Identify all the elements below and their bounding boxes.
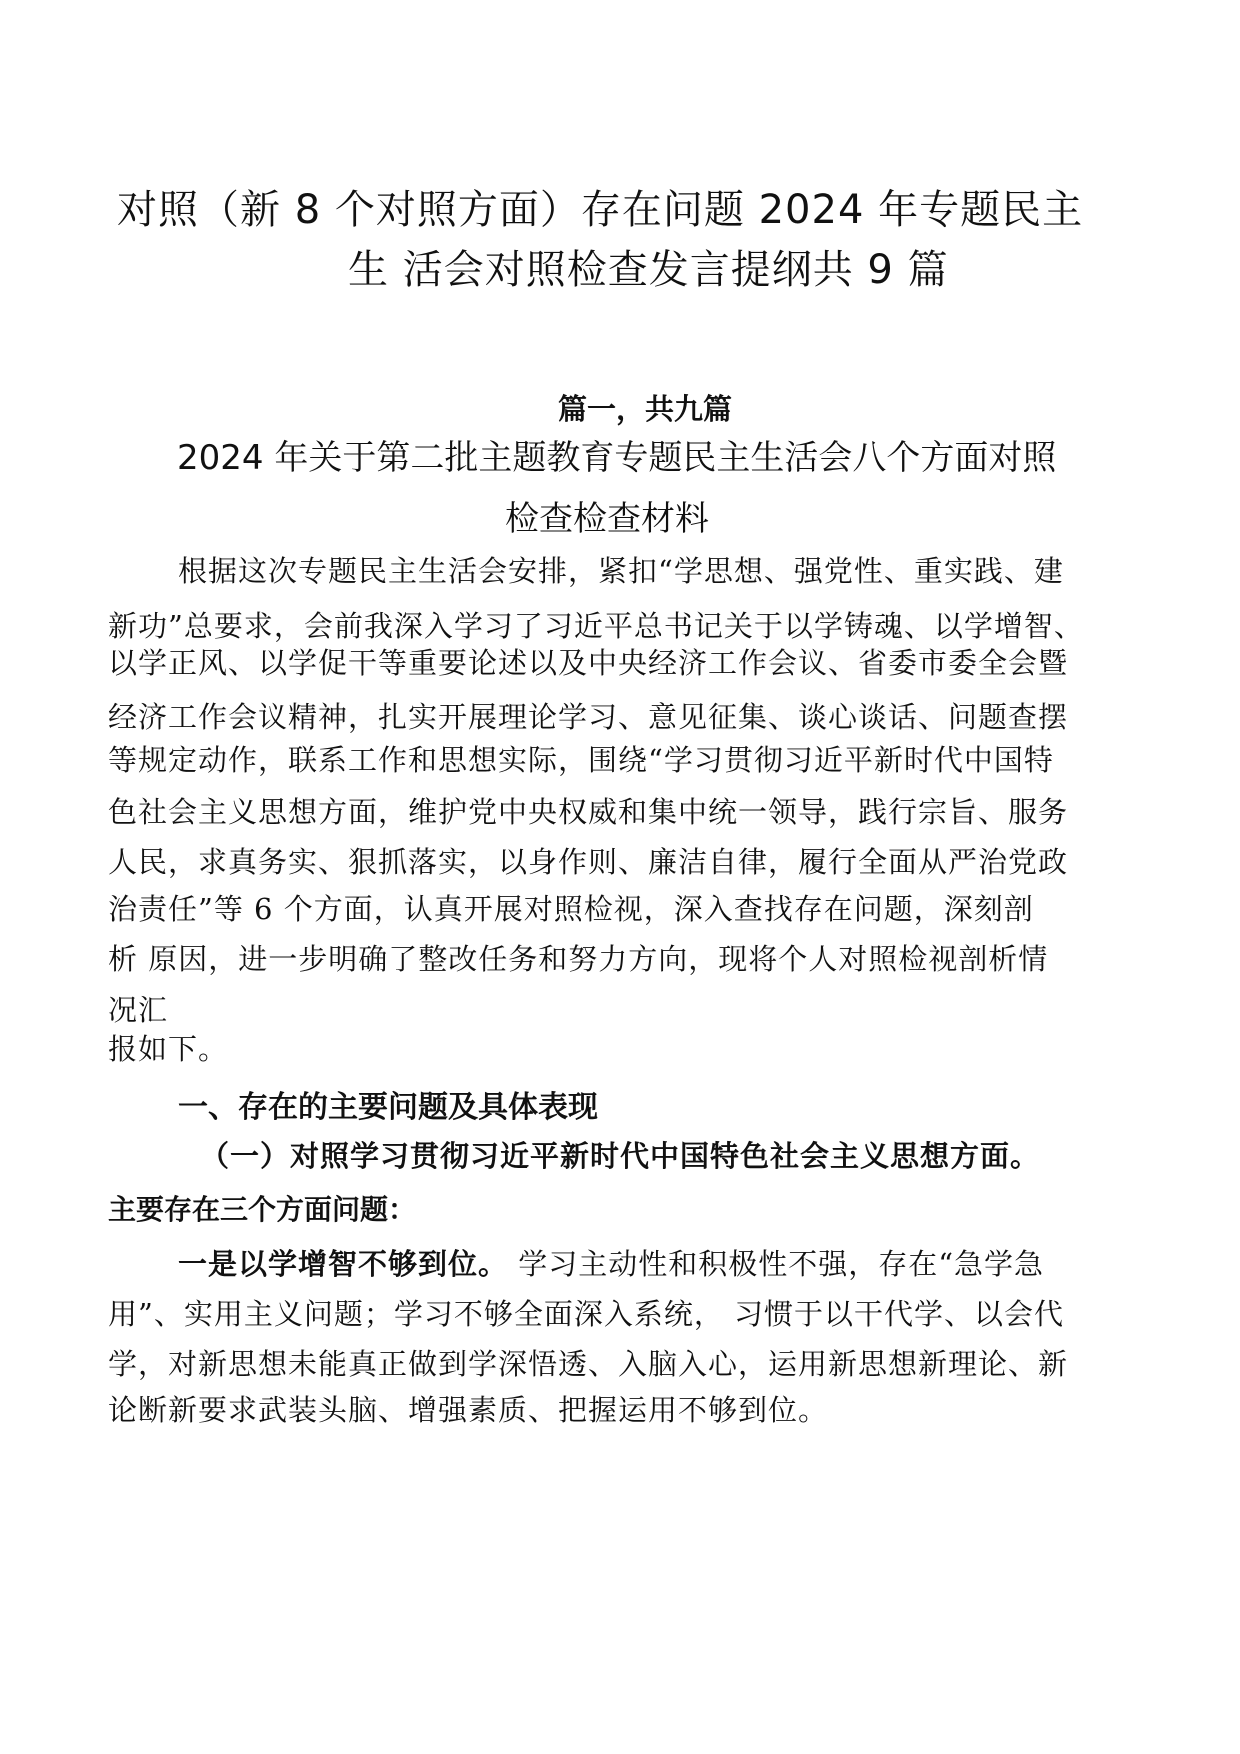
section-heading-main-problems: 一、存在的主要问题及具体表现 <box>178 1090 598 1125</box>
point-1-first-line <box>178 1247 1045 1281</box>
point-1-line: 用”、实用主义问题；学习不够全面深入系统， 习惯于以干代学、以会代 <box>108 1297 1065 1331</box>
intro-paragraph-line: 经济工作会议精神，扎实开展理论学习、意见征集、谈心谈话、问题查摆 <box>108 700 1069 734</box>
intro-paragraph-line: 以学正风、以学促干等重要论述以及中央经济工作会议、省委市委全会暨 <box>108 646 1069 680</box>
intro-paragraph-line: 新功”总要求，会前我深入学习了习近平总书记关于以学铸魂、以学增智、 <box>108 609 1084 643</box>
document-main-title-line-1: 对照（新 8 个对照方面）存在问题 2024 年专题民主 <box>117 187 1084 233</box>
intro-paragraph-line: 等规定动作，联系工作和思想实际，围绕“学习贯彻习近平新时代中国特 <box>108 743 1054 777</box>
intro-paragraph-line: 色社会主义思想方面，维护党中央权威和集中统一领导，践行宗旨、服务 <box>108 795 1069 829</box>
document-main-title-line-2: 生 活会对照检查发言提纲共 9 篇 <box>348 247 949 293</box>
intro-paragraph-line: 报如下。 <box>108 1032 229 1066</box>
paragraph-heading-three-aspects: 主要存在三个方面问题： <box>108 1193 417 1226</box>
intro-paragraph-line: 人民，求真务实、狠抓落实，以身作则、廉洁自律，履行全面从严治党政 <box>108 845 1069 879</box>
point-1-line: 学，对新思想未能真正做到学深悟透、入脑入心，运用新思想新理论、新 <box>108 1347 1069 1381</box>
intro-paragraph-line: 况汇 <box>108 993 169 1027</box>
article-title-line-2: 检查检查材料 <box>505 499 709 539</box>
intro-paragraph-line: 析 原因，进一步明确了整改任务和努力方向，现将个人对照检视剖析情 <box>108 942 1049 976</box>
point-1-line: 论断新要求武装头脑、增强素质、把握运用不够到位。 <box>108 1393 829 1427</box>
intro-paragraph-line: 根据这次专题民主生活会安排，紧扣“学思想、强党性、重实践、建 <box>178 554 1064 588</box>
subsection-heading-1: （一）对照学习贯彻习近平新时代中国特色社会主义思想方面。 <box>200 1139 1041 1173</box>
article-title-line-1: 2024 年关于第二批主题教育专题民主生活会八个方面对照 <box>177 438 1057 478</box>
point-1-lead: 一是以学增智不够到位。 <box>178 1247 509 1281</box>
section-label: 篇一，共九篇 <box>558 392 733 426</box>
intro-paragraph-line: 治责任”等 6 个方面，认真开展对照检视，深入查找存在问题，深刻剖 <box>108 892 1034 926</box>
point-1-text: 学习主动性和积极性不强，存在“急学急 <box>508 1247 1045 1281</box>
